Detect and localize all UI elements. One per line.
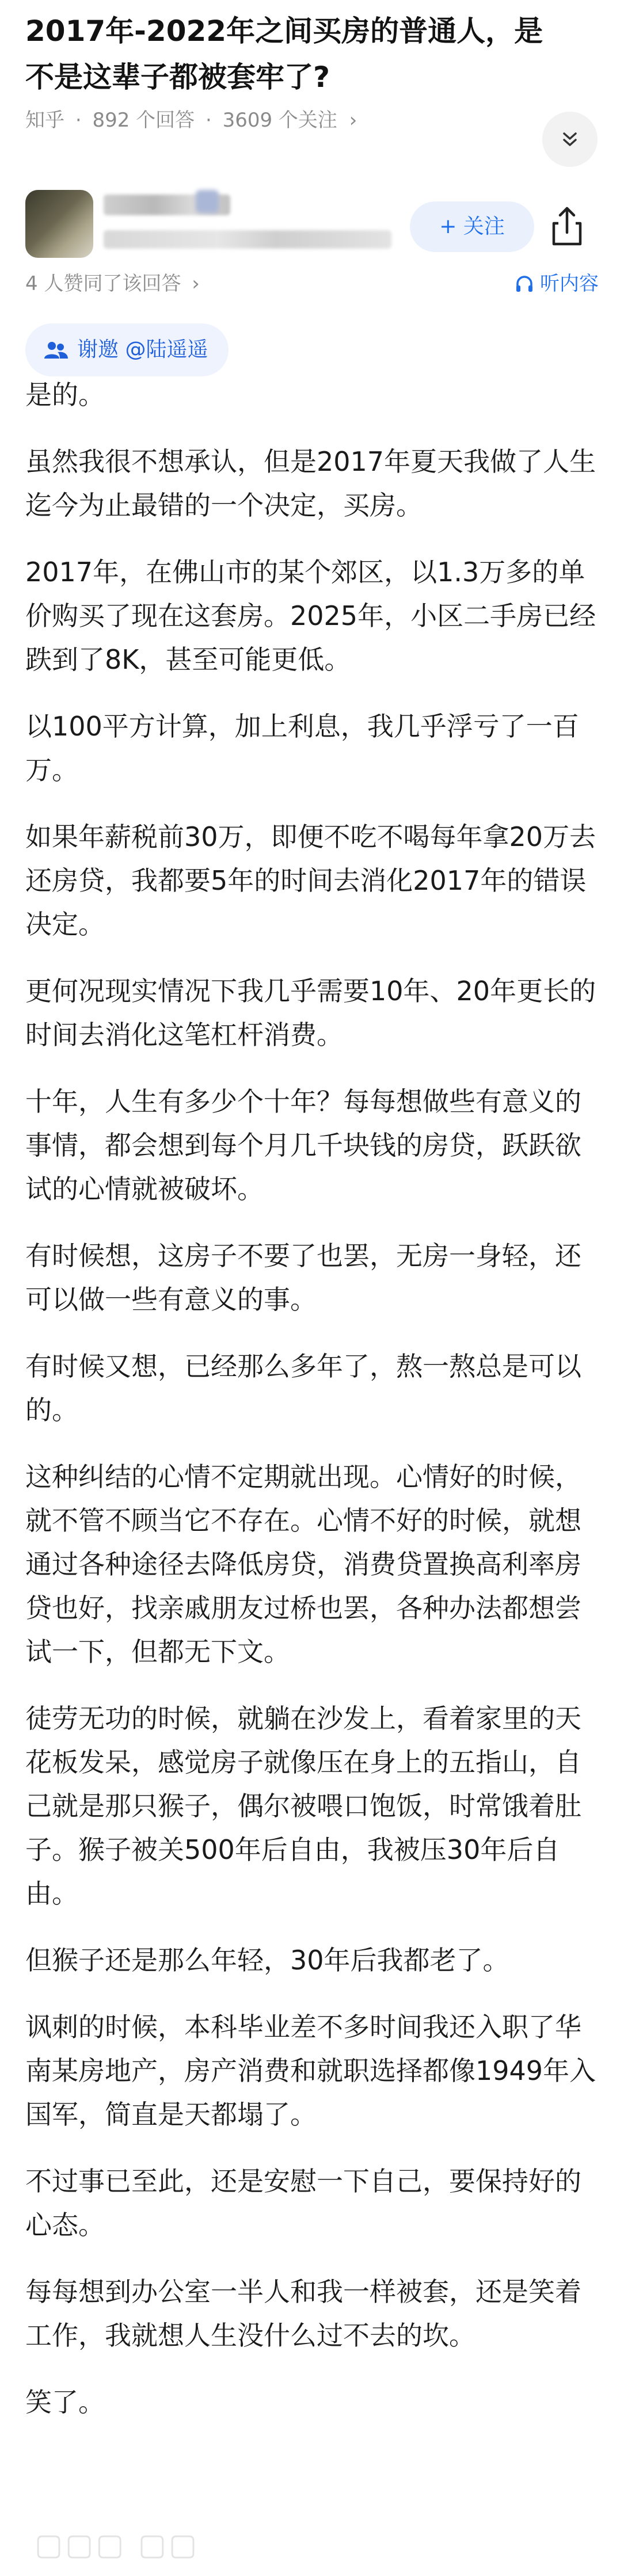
paragraph: 2017年，在佛山市的某个郊区，以1.3万多的单价购买了现在这套房。2025年，小区二手房已经跌到了8K，甚至可能更低。 xyxy=(25,557,596,675)
meta-separator: · xyxy=(75,109,82,132)
paragraph: 以100平方计算，加上利息，我几乎浮亏了一百万。 xyxy=(25,711,579,786)
paragraph: 讽刺的时候，本科毕业差不多时间我还入职了华南某房地产，房产消费和就职选择都像1949年入国军，简直是天都塌了。 xyxy=(25,2011,596,2130)
paragraph: 有时候想，这房子不要了也罢，无房一身轻，还可以做一些有意义的事。 xyxy=(25,1240,581,1315)
paragraph: 这种纠结的心情不定期就出现。心情好的时候，就不管不顾当它不存在。心情不好的时候，就想通过各种途径去降低房贷，消费贷置换高利率房贷也好，找亲戚朋友过桥也罢，各种办法都想尝试一下，但都无下文。 xyxy=(25,1461,581,1667)
question-meta xyxy=(25,106,357,135)
more-chevron-icon[interactable]: › xyxy=(349,109,357,132)
paragraph: 不过事已至此，还是安慰一下自己，要保持好的心态。 xyxy=(25,2166,581,2240)
headphones-icon xyxy=(515,274,534,294)
invite-label: 谢邀 @陆遥遥 xyxy=(77,338,208,361)
answers-count[interactable]: 892 个回答 xyxy=(92,109,195,132)
paragraph: 有时候又想，已经那么多年了，熬一熬总是可以的。 xyxy=(25,1351,581,1426)
author-bio-blurred xyxy=(104,230,391,249)
question-title[interactable]: 2017年-2022年之间买房的普通人，是不是这辈子都被套牢了? xyxy=(25,14,543,94)
follow-button[interactable]: + 关注 xyxy=(410,201,534,252)
paragraph: 更何况现实情况下我几乎需要10年、20年更长的时间去消化这笔杠杆消费。 xyxy=(25,975,596,1050)
share-button[interactable] xyxy=(547,203,587,249)
users-icon xyxy=(43,340,69,360)
paragraph: 如果年薪税前30万，即便不吃不喝每年拿20万去还房贷，我都要5年的时间去消化2017年的错误决定。 xyxy=(25,821,596,940)
share-icon xyxy=(547,203,587,249)
paragraph: 每每想到办公室一半人和我一样被套，还是笑着工作，我就想人生没什么过不去的坎。 xyxy=(25,2276,581,2351)
source-label: 知乎 xyxy=(25,109,64,132)
answer-content xyxy=(25,373,601,2447)
double-chevron-down-icon xyxy=(558,128,581,151)
paragraph: 笑了。 xyxy=(25,2387,105,2418)
author-avatar[interactable] xyxy=(25,190,93,258)
listen-button[interactable] xyxy=(515,269,599,298)
paragraph: 十年，人生有多少个十年？每每想做些有意义的事情，都会想到每个月几千块钱的房贷，跃跃欲试的心情就被破坏。 xyxy=(25,1086,581,1205)
followers-count[interactable]: 3609 个关注 xyxy=(222,109,337,132)
paragraph: 徒劳无功的时候，就躺在沙发上，看着家里的天花板发呆，感觉房子就像压在身上的五指山，自己就是那只猴子，偶尔被喂口饱饭，时常饿着肚子。猴子被关500年后自由，我被压30年后自由。 xyxy=(25,1703,581,1909)
listen-label: 听内容 xyxy=(540,272,599,295)
agree-count[interactable] xyxy=(25,269,200,298)
agree-dropdown-icon: › xyxy=(192,272,200,295)
author-badge-blurred xyxy=(196,190,219,213)
paragraph: 是的。 xyxy=(25,379,105,410)
agree-text: 4 人赞同了该回答 xyxy=(25,272,181,295)
paragraph: 但猴子还是那么年轻，30年后我都老了。 xyxy=(25,1945,509,1976)
paragraph: 虽然我很不想承认，但是2017年夏天我做了人生迄今为止最错的一个决定，买房。 xyxy=(25,446,596,521)
watermark-logo: ▢▢▢ ▢▢ xyxy=(35,2528,200,2562)
invite-pill[interactable] xyxy=(25,323,229,376)
meta-separator: · xyxy=(205,109,212,132)
collapse-button[interactable] xyxy=(542,112,598,167)
